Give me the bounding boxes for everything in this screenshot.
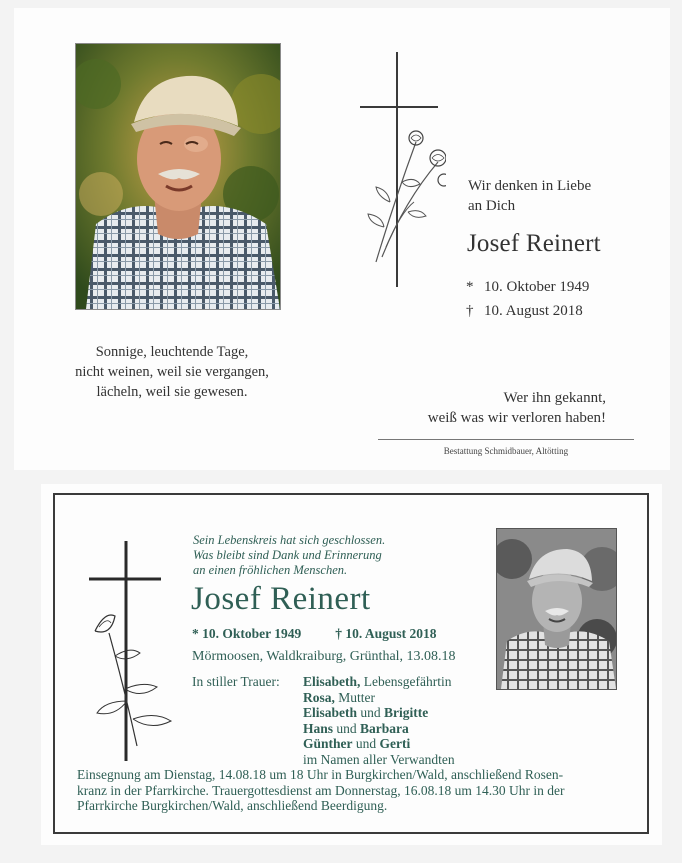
mourner-line: Elisabeth und Brigitte: [303, 705, 429, 720]
portrait-photo: [75, 43, 281, 310]
obituary-name: Josef Reinert: [191, 581, 371, 617]
obituary-death: † 10. August 2018: [335, 626, 437, 641]
obituary-birth: * 10. Oktober 1949: [192, 626, 302, 641]
greeting-line: Wir denken in Liebe: [468, 178, 592, 194]
obituary-frame: [53, 493, 649, 834]
mourner-line: im Namen aller Verwandten: [303, 751, 455, 767]
memorial-card: [14, 8, 670, 470]
greeting-text: [468, 176, 591, 216]
death-cross-icon: †: [466, 303, 474, 319]
mourner-line: Hans und Barbara: [303, 720, 409, 736]
ceremony-line: kranz in der Pfarrkirche. Trauergottesdienst am Donnerstag, 16.08.18 um 14.30 Uhr in der: [77, 782, 565, 798]
obituary-places: Mörmoosen, Waldkraiburg, Grünthal, 13.08.18: [192, 649, 456, 664]
cross-with-rose-icon: [85, 541, 185, 766]
closing-line: Wer ihn gekannt,: [503, 390, 606, 406]
intro-line: an einen fröhlichen Menschen.: [193, 563, 348, 577]
obituary-dates: [192, 626, 437, 642]
death-date-row: [466, 303, 583, 320]
quote-line: nicht weinen, weil sie vergangen,: [75, 364, 269, 380]
birth-star-icon: *: [466, 279, 474, 295]
mourner-line: Günther und Gerti: [303, 736, 411, 751]
death-date: 10. August 2018: [484, 303, 583, 319]
newspaper-obituary: [41, 484, 662, 845]
ceremony-line: Einsegnung am Dienstag, 14.08.18 um 18 Uhr in Burgkirchen/Wald, anschließend Rosen-: [77, 767, 564, 782]
mourner-line: Rosa, Mutter: [303, 689, 376, 705]
greeting-line: an Dich: [468, 198, 516, 214]
intro-line: Was bleibt sind Dank und Erinnerung: [193, 548, 382, 562]
obituary-photo: [496, 528, 617, 690]
intro-line: Sein Lebenskreis hat sich geschlossen.: [193, 533, 386, 547]
closing-quote: [394, 388, 606, 428]
divider: [378, 439, 634, 440]
mourner-line: Elisabeth, Lebensgefährtin: [303, 674, 452, 689]
obituary-intro: [193, 533, 493, 578]
birth-date: 10. Oktober 1949: [484, 279, 590, 295]
undertaker-credit: Bestattung Schmidbauer, Altötting: [443, 446, 569, 456]
ceremony-line: Pfarrkirche Burgkirchen/Wald, anschließend Beerdigung.: [77, 798, 388, 813]
mourners-list: [303, 674, 455, 767]
birth-date-row: [466, 279, 589, 296]
closing-line: weiß was wir verloren haben!: [427, 410, 606, 426]
ceremony-details: [77, 767, 643, 814]
consolation-quote: [44, 342, 300, 402]
cross-with-roses-icon: [356, 52, 446, 297]
mourning-label: In stiller Trauer:: [192, 674, 280, 689]
quote-line: lächeln, weil sie gewesen.: [96, 384, 248, 400]
deceased-name: Josef Reinert: [467, 230, 601, 257]
quote-line: Sonnige, leuchtende Tage,: [95, 344, 249, 360]
